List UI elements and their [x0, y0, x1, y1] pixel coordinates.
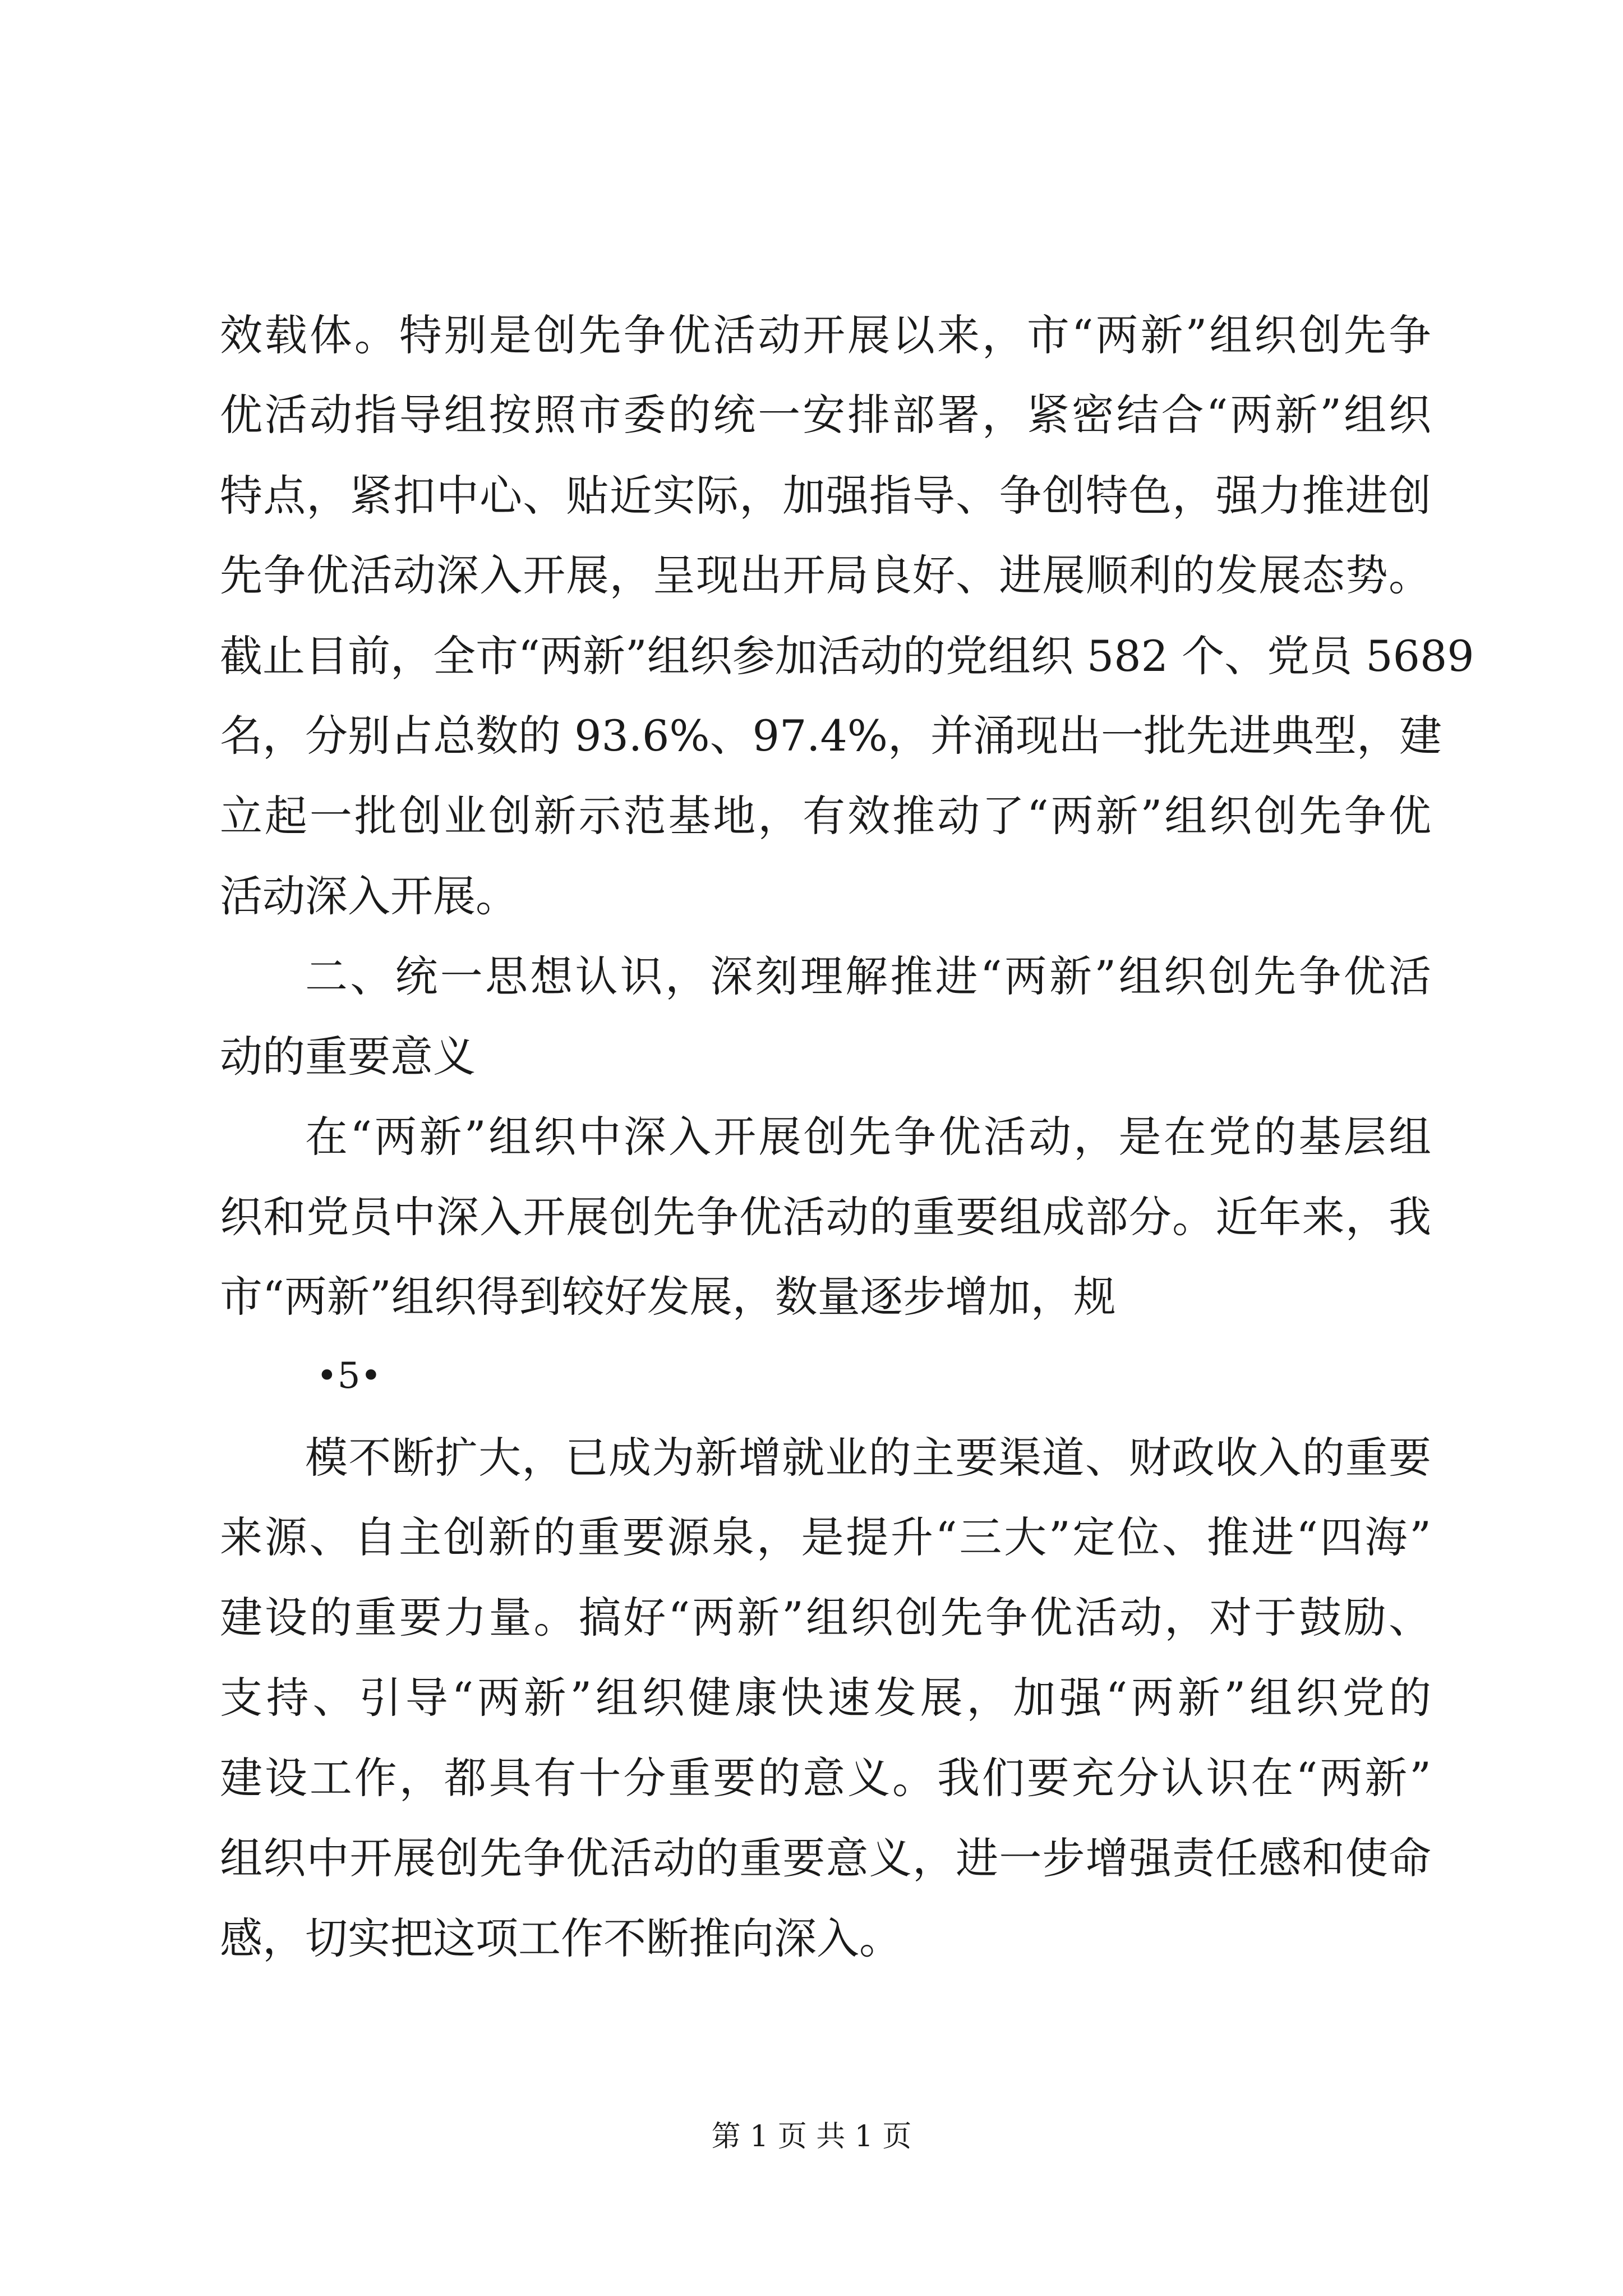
paragraph-line: 支持、引导“两新”组织健康快速发展，加强“两新”组织党的	[220, 1673, 1431, 1723]
paragraph-line: 在“两新”组织中深入开展创先争优活动，是在党的基层组	[305, 1112, 1431, 1162]
paragraph-line: 特点，紧扣中心、贴近实际，加强指导、争创特色，强力推进创	[220, 471, 1431, 521]
paragraph-line: 模不断扩大，已成为新增就业的主要渠道、财政收入的重要	[305, 1433, 1431, 1483]
paragraph-line: 建设的重要力量。搞好“两新”组织创先争优活动，对于鼓励、	[220, 1593, 1431, 1642]
inner-page-number: •5•	[316, 1355, 382, 1397]
paragraph-line: 优活动指导组按照市委的统一安排部署，紧密结合“两新”组织	[220, 390, 1431, 440]
paragraph-line: 来源、自主创新的重要源泉，是提升“三大”定位、推进“四海”	[220, 1512, 1431, 1562]
section-heading-line: 动的重要意义	[220, 1032, 476, 1082]
section-heading: 二、统一思想认识，深刻理解推进“两新”组织创先争优活	[305, 951, 1431, 1001]
paragraph-line: 先争优活动深入开展，呈现出开局良好、进展顺利的发展态势。	[220, 550, 1431, 600]
paragraph-line: 效载体。特别是创先争优活动开展以来，市“两新”组织创先争	[220, 310, 1431, 360]
paragraph-line: 名，分别占总数的 93.6%、97.4%，并涌现出一批先进典型，建	[220, 711, 1442, 761]
paragraph-line: 感，切实把这项工作不断推向深入。	[220, 1913, 902, 1963]
paragraph-line: 组织中开展创先争优活动的重要意义，进一步增强责任感和使命	[220, 1833, 1431, 1883]
paragraph-line: 织和党员中深入开展创先争优活动的重要组成部分。近年来，我	[220, 1192, 1431, 1242]
page-footer: 第 1 页 共 1 页	[711, 2120, 912, 2154]
paragraph-line: 截止目前，全市“两新”组织参加活动的党组织 582 个、党员 5689	[220, 631, 1474, 681]
paragraph-line: 活动深入开展。	[220, 871, 518, 921]
paragraph-line: 立起一批创业创新示范基地，有效推动了“两新”组织创先争优	[220, 791, 1431, 841]
paragraph-line: 市“两新”组织得到较好发展，数量逐步增加，规	[220, 1272, 1116, 1322]
paragraph-line: 建设工作，都具有十分重要的意义。我们要充分认识在“两新”	[220, 1753, 1431, 1803]
